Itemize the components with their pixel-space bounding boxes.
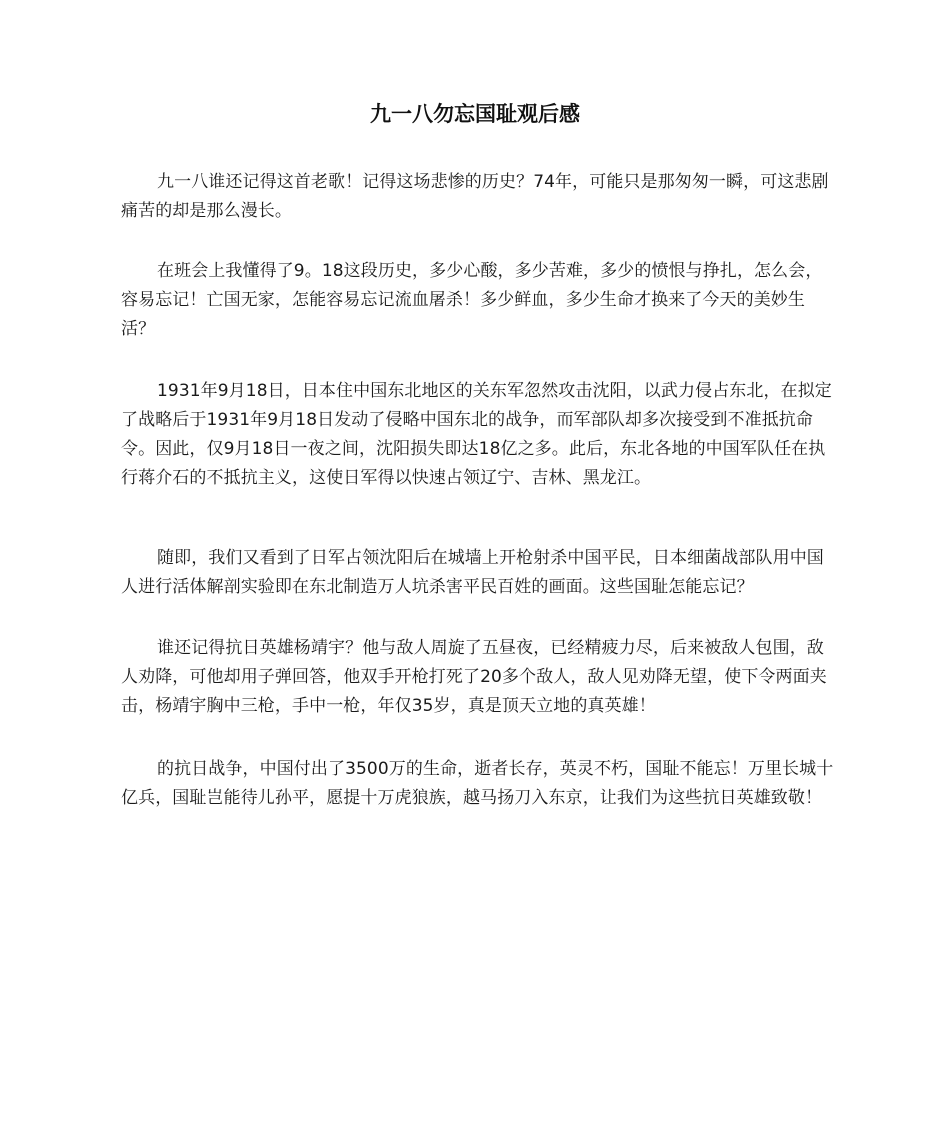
document-title: 九一八勿忘国耻观后感: [370, 102, 580, 126]
paragraph-2: 在班会上我懂得了9。18这段历史，多少心酸，多少苦难，多少的愤恨与挣扎，怎么会，容易忘记！亡国无家，怎能容易忘记流血屠杀！多少鲜血，多少生命才换来了今天的美妙生活？: [121, 261, 823, 339]
paragraph-4: 随即，我们又看到了日军占领沈阳后在城墙上开枪射杀中国平民，日本细菌战部队用中国人进行活体解剖实验即在东北制造万人坑杀害平民百姓的画面。这些国耻怎能忘记？: [121, 548, 824, 597]
paragraph-1: 九一八谁还记得这首老歌！记得这场悲惨的历史？74年，可能只是那匆匆一瞬，可这悲剧痛苦的却是那么漫长。: [121, 172, 829, 221]
paragraph-6: 的抗日战争，中国付出了3500万的生命，逝者长存，英灵不朽，国耻不能忘！万里长城十亿兵，国耻岂能待儿孙平，愿提十万虎狼族，越马扬刀入东京，让我们为这些抗日英雄致敬！: [121, 759, 834, 808]
paragraph-3: 1931年9月18日，日本住中国东北地区的关东军忽然攻击沈阳，以武力侵占东北，在拟定了战略后于1931年9月18日发动了侵略中国东北的战争，而军部队却多次接受到不准抵抗命令。因此，仅9月18日一夜之间，沈阳损失即达18亿之多。此后，东北各地的中国军队任在执行蒋介石的不抵抗主义，这使日军得以快速占领辽宁、吉林、黑龙江。: [121, 381, 832, 488]
paragraph-5: 谁还记得抗日英雄杨靖宇？他与敌人周旋了五昼夜，已经精疲力尽，后来被敌人包围，敌人劝降，可他却用子弹回答，他双手开枪打死了20多个敌人，敌人见劝降无望，使下令两面夹击，杨靖宇胸中三枪，手中一枪，年仅35岁，真是顶天立地的真英雄！: [121, 638, 827, 716]
